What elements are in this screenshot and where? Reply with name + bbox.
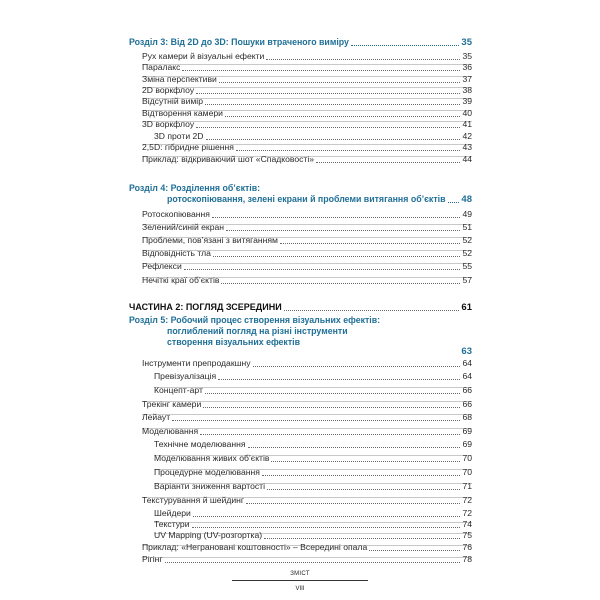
- toc-entry[interactable]: [142, 261, 472, 272]
- toc-entry-label: Рефлекси: [142, 261, 182, 271]
- toc-entry-label: Паралакс: [142, 62, 181, 72]
- dot-leader: [193, 516, 461, 517]
- toc-entry-label: Технічне моделювання: [154, 439, 246, 449]
- toc-entry-label: Шейдери: [154, 508, 191, 518]
- toc-entry-label: Текстурування й шейдинг: [142, 495, 245, 505]
- toc-entry-page: 66: [462, 385, 472, 395]
- toc-entry[interactable]: [154, 508, 472, 519]
- dot-leader: [212, 217, 461, 218]
- toc-entry-label: Варіанти зниження вартості: [154, 481, 265, 491]
- section4-heading[interactable]: [167, 194, 472, 205]
- section4-heading-page: 48: [461, 194, 472, 205]
- toc-entry-label: Зелений/синій екран: [142, 222, 224, 232]
- section4-heading-label: ротоскопіювання, зелені екрани й проблеми витягання об’єктів: [167, 194, 446, 204]
- dot-leader: [226, 230, 460, 231]
- toc-entry-label: Відтворення камери: [142, 108, 223, 118]
- toc-entry-label: Відповідність тла: [142, 248, 211, 258]
- dot-leader: [236, 150, 461, 151]
- toc-entry-page: 57: [462, 275, 472, 285]
- dot-leader: [246, 503, 460, 504]
- dot-leader: [448, 202, 460, 203]
- toc-entry[interactable]: [142, 209, 472, 220]
- toc-entry[interactable]: [142, 399, 472, 410]
- dot-leader: [280, 243, 461, 244]
- section5-heading-line3: створення візуальних ефектів: [167, 337, 300, 347]
- section5-heading-line2: поглиблений погляд на різні інструменти: [167, 326, 348, 336]
- toc-entry[interactable]: [154, 385, 472, 396]
- section5-heading-line1: Розділ 5: Робочий процес створення візуальних ефектів:: [129, 315, 381, 325]
- toc-entry-label: 2D воркфлоу: [142, 85, 195, 95]
- toc-entry[interactable]: [142, 554, 472, 565]
- toc-entry-label: UV Mapping (UV-розгортка): [154, 530, 263, 540]
- toc-entry-page: 51: [462, 222, 472, 232]
- dot-leader: [218, 379, 460, 380]
- toc-entry-label: Рігінг: [142, 554, 163, 564]
- toc-entry[interactable]: [154, 439, 472, 450]
- toc-entry-page: 41: [462, 119, 472, 129]
- toc-entry-label: Проблеми, пов’язані з витяганням: [142, 235, 278, 245]
- running-footer-title: ЗМІСТ: [290, 571, 310, 577]
- dot-leader: [165, 562, 461, 563]
- toc-entry-page: 70: [462, 453, 472, 463]
- page-number: VIII: [295, 586, 305, 592]
- toc-entry-label: 3D воркфлоу: [142, 119, 195, 129]
- toc-entry[interactable]: [154, 453, 472, 464]
- toc-entry-page: 44: [462, 154, 472, 164]
- toc-entry-label: Трекінг камери: [142, 399, 202, 409]
- dot-leader: [172, 420, 460, 421]
- toc-entry-label: Зміна перспективи: [142, 74, 217, 84]
- toc-entry-page: 68: [462, 412, 472, 422]
- toc-entry-page: 74: [462, 519, 472, 529]
- toc-entry[interactable]: [154, 530, 472, 541]
- toc-entry[interactable]: [142, 85, 472, 96]
- section5-heading-page: 63: [461, 346, 472, 357]
- toc-entry-label: Лейаут: [142, 412, 171, 422]
- toc-entry[interactable]: [142, 51, 472, 62]
- toc-entry[interactable]: [154, 371, 472, 382]
- section3-heading[interactable]: [129, 37, 472, 48]
- toc-entry-label: Моделювання живих об’єктів: [154, 453, 270, 463]
- dot-leader: [182, 70, 460, 71]
- toc-entry-page: 55: [462, 261, 472, 271]
- toc-entry-label: Приклад: відкриваючий шот «Спадковості»: [142, 154, 315, 164]
- toc-entry-page: 72: [462, 508, 472, 518]
- toc-entry-page: 64: [462, 371, 472, 381]
- toc-entry-label: Відсутній вимір: [142, 96, 203, 106]
- toc-entry[interactable]: [154, 519, 472, 530]
- dot-leader: [205, 104, 460, 105]
- toc-entry-page: 52: [462, 248, 472, 258]
- dot-leader: [192, 527, 461, 528]
- toc-entry[interactable]: [154, 131, 472, 142]
- toc-entry-label: Приклад: «Неграновані коштовності» – Всередині опала: [142, 542, 368, 552]
- toc-entry-page: 64: [462, 358, 472, 368]
- dot-leader: [221, 283, 460, 284]
- toc-entry-page: 35: [462, 51, 472, 61]
- toc-entry[interactable]: [142, 495, 472, 506]
- dot-leader: [219, 82, 461, 83]
- toc-entry-page: 36: [462, 62, 472, 72]
- toc-entry[interactable]: [142, 96, 472, 107]
- toc-entry-page: 71: [462, 481, 472, 491]
- toc-entry-label: Моделювання: [142, 426, 199, 436]
- toc-entry[interactable]: [154, 467, 472, 478]
- dot-leader: [351, 45, 459, 46]
- toc-entry-label: Рух камери й візуальні ефекти: [142, 51, 265, 61]
- toc-entry[interactable]: [142, 119, 472, 130]
- section4-heading-line1: Розділ 4: Розділення об’єктів:: [129, 183, 261, 193]
- dot-leader: [248, 447, 461, 448]
- dot-leader: [266, 59, 460, 60]
- toc-entry-page: 66: [462, 399, 472, 409]
- toc-entry-page: 69: [462, 426, 472, 436]
- dot-leader: [284, 310, 460, 311]
- toc-entry[interactable]: [142, 412, 472, 423]
- part2-heading-page: 61: [461, 302, 472, 313]
- toc-entry-page: 75: [462, 530, 472, 540]
- dot-leader: [206, 139, 461, 140]
- section3-heading-page: 35: [461, 37, 472, 48]
- toc-entry-page: 42: [462, 131, 472, 141]
- section3-heading-label: Розділ 3: Від 2D до 3D: Пошуки втраченого виміру: [129, 37, 349, 47]
- toc-entry[interactable]: [142, 358, 472, 369]
- toc-entry[interactable]: [154, 481, 472, 492]
- toc-entry-label: Текстури: [154, 519, 190, 529]
- toc-entry[interactable]: [142, 248, 472, 259]
- dot-leader: [203, 407, 460, 408]
- toc-entry[interactable]: [142, 426, 472, 437]
- toc-entry-page: 38: [462, 85, 472, 95]
- toc-entry[interactable]: [142, 275, 472, 286]
- dot-leader: [225, 116, 461, 117]
- dot-leader: [184, 269, 461, 270]
- toc-entry-page: 78: [462, 554, 472, 564]
- toc-entry-page: 39: [462, 96, 472, 106]
- dot-leader: [205, 393, 461, 394]
- dot-leader: [200, 434, 460, 435]
- toc-entry-page: 37: [462, 74, 472, 84]
- toc-entry-label: Ротоскопіювання: [142, 209, 210, 219]
- toc-entry-label: Превізуалізація: [154, 371, 217, 381]
- dot-leader: [196, 93, 460, 94]
- toc-entry[interactable]: [142, 222, 472, 233]
- toc-entry-page: 40: [462, 108, 472, 118]
- toc-entry[interactable]: [142, 154, 472, 165]
- toc-entry-label: Нечіткі краї об’єктів: [142, 275, 220, 285]
- dot-leader: [369, 550, 460, 551]
- toc-entry-page: 72: [462, 495, 472, 505]
- toc-entry-page: 76: [462, 542, 472, 552]
- dot-leader: [267, 489, 460, 490]
- toc-entry-page: 49: [462, 209, 472, 219]
- footer-rule: [232, 580, 368, 581]
- toc-entry[interactable]: [142, 108, 472, 119]
- dot-leader: [271, 461, 460, 462]
- toc-entry-label: Інструменти препродакшну: [142, 358, 251, 368]
- toc-entry[interactable]: [142, 235, 472, 246]
- dot-leader: [213, 256, 461, 257]
- toc-entry-page: 70: [462, 467, 472, 477]
- toc-entry-label: Процедурне моделювання: [154, 467, 260, 477]
- part2-heading[interactable]: [129, 302, 472, 313]
- dot-leader: [196, 127, 460, 128]
- toc-entry-label: 2,5D: гібридне рішення: [142, 142, 234, 152]
- toc-entry[interactable]: [142, 542, 472, 553]
- toc-entry[interactable]: [142, 62, 472, 73]
- toc-entry-page: 69: [462, 439, 472, 449]
- toc-entry-label: 3D проти 2D: [154, 131, 204, 141]
- toc-entry[interactable]: [142, 142, 472, 153]
- dot-leader: [253, 366, 461, 367]
- toc-entry-page: 43: [462, 142, 472, 152]
- toc-entry[interactable]: [142, 74, 472, 85]
- toc-entry-page: 52: [462, 235, 472, 245]
- dot-leader: [316, 162, 460, 163]
- toc-entry-label: Концепт-арт: [154, 385, 203, 395]
- dot-leader: [264, 538, 460, 539]
- dot-leader: [262, 475, 461, 476]
- part2-heading-label: ЧАСТИНА 2: ПОГЛЯД ЗСЕРЕДИНИ: [129, 302, 282, 312]
